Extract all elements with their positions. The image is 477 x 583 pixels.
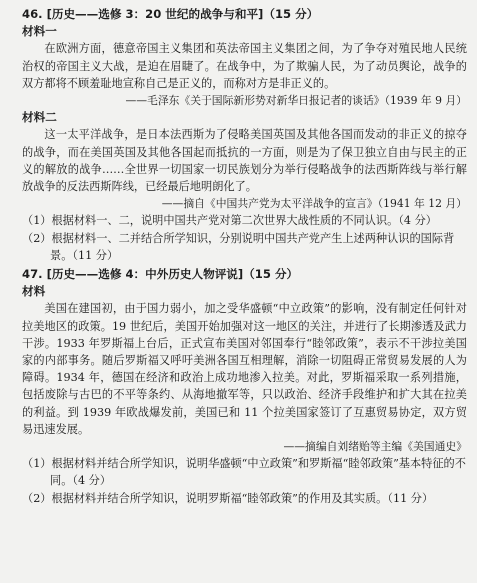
q46-question-1: （1）根据材料一、二，说明中国共产党对第二次世界大战性质的不同认识。（4 分）	[22, 214, 437, 228]
q47-question-1: （1）根据材料并结合所学知识，说明华盛顿“中立政策”和罗斯福“睦邻政策”基本特征的不同。（4 分）	[22, 457, 466, 488]
q46-question-2: （2）根据材料一、二并结合所学知识，分别说明中国共产党产生上述两种认识的国际背景。（11 分）	[22, 231, 455, 262]
q46-material-2-text: 这一太平洋战争，是日本法西斯为了侵略美国英国及其他各国而发动的非正义的掠夺的战争，而在美国英国及其他各国起而抵抗的一方面，则是为了保卫独立自由与民主的正义的解放的战争……全世界一切国家一切民族划分为举行侵略战争的法西斯阵线与举行解放战争的反法西斯阵线，已经最后地明朗化了。	[22, 128, 467, 194]
q46-material-1-label: 材料一	[22, 24, 57, 39]
q47-material-source: ——摘编自刘绪贻等主编《美国通史》	[283, 440, 467, 454]
q47-material-label: 材料	[22, 284, 46, 299]
q46-material-1-source: ——毛泽东《关于国际新形势对新华日报记者的谈话》（1939 年 9 月）	[125, 94, 467, 108]
q47-material-text: 美国在建国初，由于国力弱小，加之受华盛顿“中立政策”的影响，没有制定任何针对拉美地区的政策。19 世纪后，美国开始加强对这一地区的关注，并进行了长期渗透及武力干涉。1933 年罗斯福上台后，正式宣布美国对邻国奉行“睦邻政策”，表示不干涉拉美国家的内部事务。随后罗斯福又呼吁美洲各国互相理解，消除一切阻碍正常贸易发展的人为障碍。1934 年，德国在经济和政治上成功地渗入拉美。对此，罗斯福采取一系列措施，包括废除与古巴的不平等条约、从海地撤军等，只以政治、经济手段维护和扩大其在拉美的利益。到 1939 年欧战爆发前，美国已和 11 个拉美国家签订了互惠贸易协定，双方贸易迅速发展。	[22, 302, 467, 436]
q47-title: 47. [历史——选修 4：中外历史人物评说]（15 分）	[22, 267, 299, 282]
q46-material-2-source: ——摘自《中国共产党为太平洋战争的宣言》（1941 年 12 月）	[161, 197, 467, 211]
q46-material-1-text: 在欧洲方面，德意帝国主义集团和英法帝国主义集团之间，为了争夺对殖民地人民统治权的帝国主义大战，是迫在眉睫了。在战争中，为了欺骗人民，为了动员舆论，战争的双方都将不顾羞耻地宣称自己是正义的，而称对方是非正义的。	[22, 42, 467, 90]
q46-title: 46. [历史——选修 3：20 世纪的战争与和平]（15 分）	[22, 7, 319, 21]
q46-material-2-label: 材料二	[22, 110, 57, 125]
q47-question-2: （2）根据材料并结合所学知识，说明罗斯福“睦邻政策”的作用及其实质。（11 分）	[22, 491, 434, 505]
